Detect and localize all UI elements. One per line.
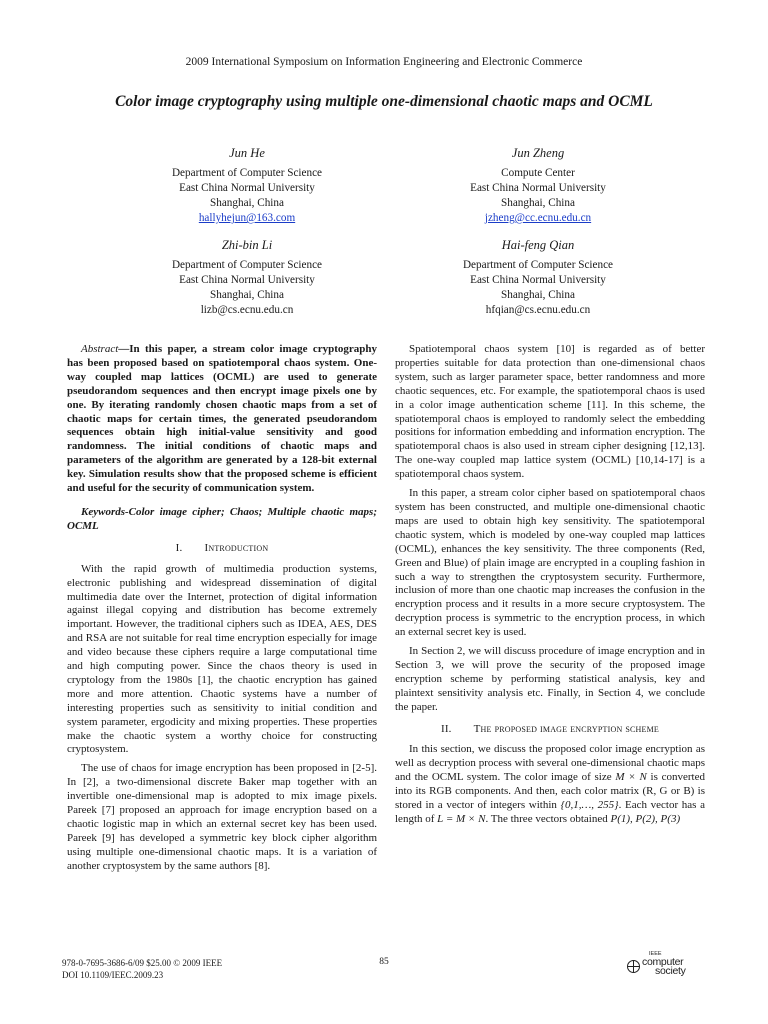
right-paragraph-3: In Section 2, we will discuss procedure of image encryption and in Section 3, we will prove the security of the proposed image encryption scheme by performing statistical analysis, key and plaintext sensitivity analysis etc. Finally, in Section 4, we conclude the paper. (395, 645, 705, 713)
author-block-1 (127, 146, 367, 226)
page-number: 85 (379, 957, 389, 967)
intro-paragraph-2: The use of chaos for image encryption has been proposed in [2-5]. In [2], a two-dimensional discrete Baker map together with an invertible one-dimensional map is adopted to mix image pixels. Pareek [7] proposed an approach for image encryption based on a chaotic logistic map in which an external secret key has been used. Pareek [9] has developed a symmetric key block cipher algorithm using multiple one-dimensional chaotic maps. It is a variation of another cryptosystem by the same authors [8]. (67, 762, 377, 872)
section-number: I. (175, 541, 183, 554)
paper-title: Color image cryptography using multiple one-dimensional chaotic maps and OCML (115, 93, 653, 110)
left-column (67, 343, 377, 879)
math-length: L = M × N (437, 813, 486, 825)
keywords: Keywords-Color image cipher; Chaos; Multiple chaotic maps; OCML (67, 505, 377, 532)
author-block-4 (418, 238, 658, 318)
author-name: Jun Zheng (511, 146, 565, 160)
globe-icon (627, 960, 640, 973)
author-dept: Department of Computer Science (171, 259, 323, 271)
abstract (67, 343, 377, 496)
author-email-link[interactable]: hallyhejun@163.com (198, 212, 296, 224)
text-run: In this section, we discuss the proposed color image encryption as well as decryption process with several one-dimensional chaotic maps and the OCML system. The color image of size (395, 743, 705, 784)
author-univ: East China Normal University (179, 274, 315, 286)
author-city: Shanghai, China (501, 289, 575, 301)
ieee-computer-society-logo (627, 951, 707, 979)
right-paragraph-4 (395, 743, 705, 826)
section-heading-proposed-scheme (395, 723, 705, 737)
author-univ: East China Normal University (470, 274, 606, 286)
footer-isbn: 978-0-7695-3686-6/09 $25.00 © 2009 IEEE (62, 958, 223, 968)
right-column (395, 343, 705, 832)
author-city: Shanghai, China (210, 289, 284, 301)
math-range: {0,1,…, 255} (560, 799, 619, 812)
logo-word-computer: computer (642, 956, 684, 968)
author-block-3 (127, 238, 367, 318)
abstract-label: Abstract (81, 343, 119, 355)
author-city: Shanghai, China (501, 197, 575, 209)
author-email-link[interactable]: jzheng@cc.ecnu.edu.cn (484, 212, 592, 224)
author-city: Shanghai, China (210, 197, 284, 209)
section-number: II. (440, 722, 452, 735)
author-block-2 (418, 146, 658, 226)
author-univ: East China Normal University (179, 182, 315, 194)
author-dept: Department of Computer Science (171, 167, 323, 179)
text-run: . The three vectors obtained (485, 813, 611, 825)
author-name: Hai-feng Qian (501, 238, 575, 252)
conference-name: 2009 International Symposium on Information Engineering and Electronic Commerce (185, 56, 583, 68)
author-dept: Department of Computer Science (462, 259, 614, 271)
logo-word-society: society (655, 965, 686, 977)
author-dept: Compute Center (501, 167, 575, 179)
text-run: . Each vector has a length of (395, 799, 705, 825)
section-title: The proposed image encryption scheme (473, 722, 660, 735)
section-heading-introduction (67, 542, 377, 556)
right-paragraph-2: In this paper, a stream color cipher based on spatiotemporal chaos system has been constructed, and multiple one-dimensional chaotic maps are used to obtain high key sensitivity. The spatiotemporal chaotic system, which is modeled by one-way coupled map lattices (OCML), enhances the key sensitivity. The three components (Red, Green and Blue) of plain image are encrypted in a coupling fashion in such a way to strengthen the cryptosystem security. Furthermore, inclusion of more than one chaotic map increases the confusion in the encryption process and it results in a more secure cryptosystem. The decryption process is symmetric to the encryption process, in which an external secret key is used. (395, 487, 705, 639)
author-email: hfqian@cs.ecnu.edu.cn (485, 304, 591, 316)
logo-ieee-text: IEEE (649, 951, 662, 957)
abstract-text: —In this paper, a stream color image cryptography has been proposed based on spatiotemporal chaos system. One-way coupled map lattices (OCML) are used to generate pseudorandom sequences and then encrypt image pixels one by one. By iterating randomly chosen chaotic maps from a set of chaotic maps for certain times, the generated pseudorandom sequences obtain high initial-value sensitivity and good randomness. The initial conditions of chaotic maps and parameters of the algorithm are generated by a 128-bit external key. Simulation results show that the proposed scheme is efficient and useful for the security of communication system. (67, 343, 377, 495)
right-paragraph-1: Spatiotemporal chaos system [10] is regarded as of better properties suitable for data protection than one-dimensional chaos system, such as larger parameter space, better randomness and more chaotic sequences, etc. For example, the spatiotemporal chaos is used in a color image authentication scheme [11]. In this scheme, the spatiotemporal chaos is employed to randomly select the embedding positions for information embedding and information encryption. The spatiotemporal chaos is also used in stream cipher designing [12,13]. The one-way coupled map lattice system (OCML) [10,14-17] is a spatiotemporal chaos system. (395, 343, 705, 481)
math-size: M × N (615, 771, 647, 784)
author-email: lizb@cs.ecnu.edu.cn (200, 304, 294, 316)
author-univ: East China Normal University (470, 182, 606, 194)
text-run: is converted into its RGB components. And then, each color matrix (R, G or B) is stored in a vector of integers within (395, 771, 705, 812)
author-name: Jun He (229, 146, 265, 160)
section-title: Introduction (204, 541, 269, 554)
footer-doi: DOI 10.1109/IEEC.2009.23 (62, 970, 164, 980)
intro-paragraph-1: With the rapid growth of multimedia production systems, electronic publishing and widespread dissemination of digital multimedia date over the Internet, protection of digital information against illegal copying and distribution has become extremely important. However, the traditional ciphers such as IDEA, AES, DES and RSA are not suitable for real time encryption especially for image and video because these ciphers require a large computational time and high computing power. Since the chaos theory is used in cryptology from the 1980s [1], the chaotic encryption has gained more and more attention. Chaotic systems have a number of interesting properties such as sensitivity to initial condition and system parameter, ergodicity and mixing properties. These properties make the chaotic system a worthy choice for constructing cryptosystem. (67, 562, 377, 756)
author-name: Zhi-bin Li (221, 238, 273, 252)
math-vectors: P(1), P(2), P(3) (610, 813, 681, 825)
